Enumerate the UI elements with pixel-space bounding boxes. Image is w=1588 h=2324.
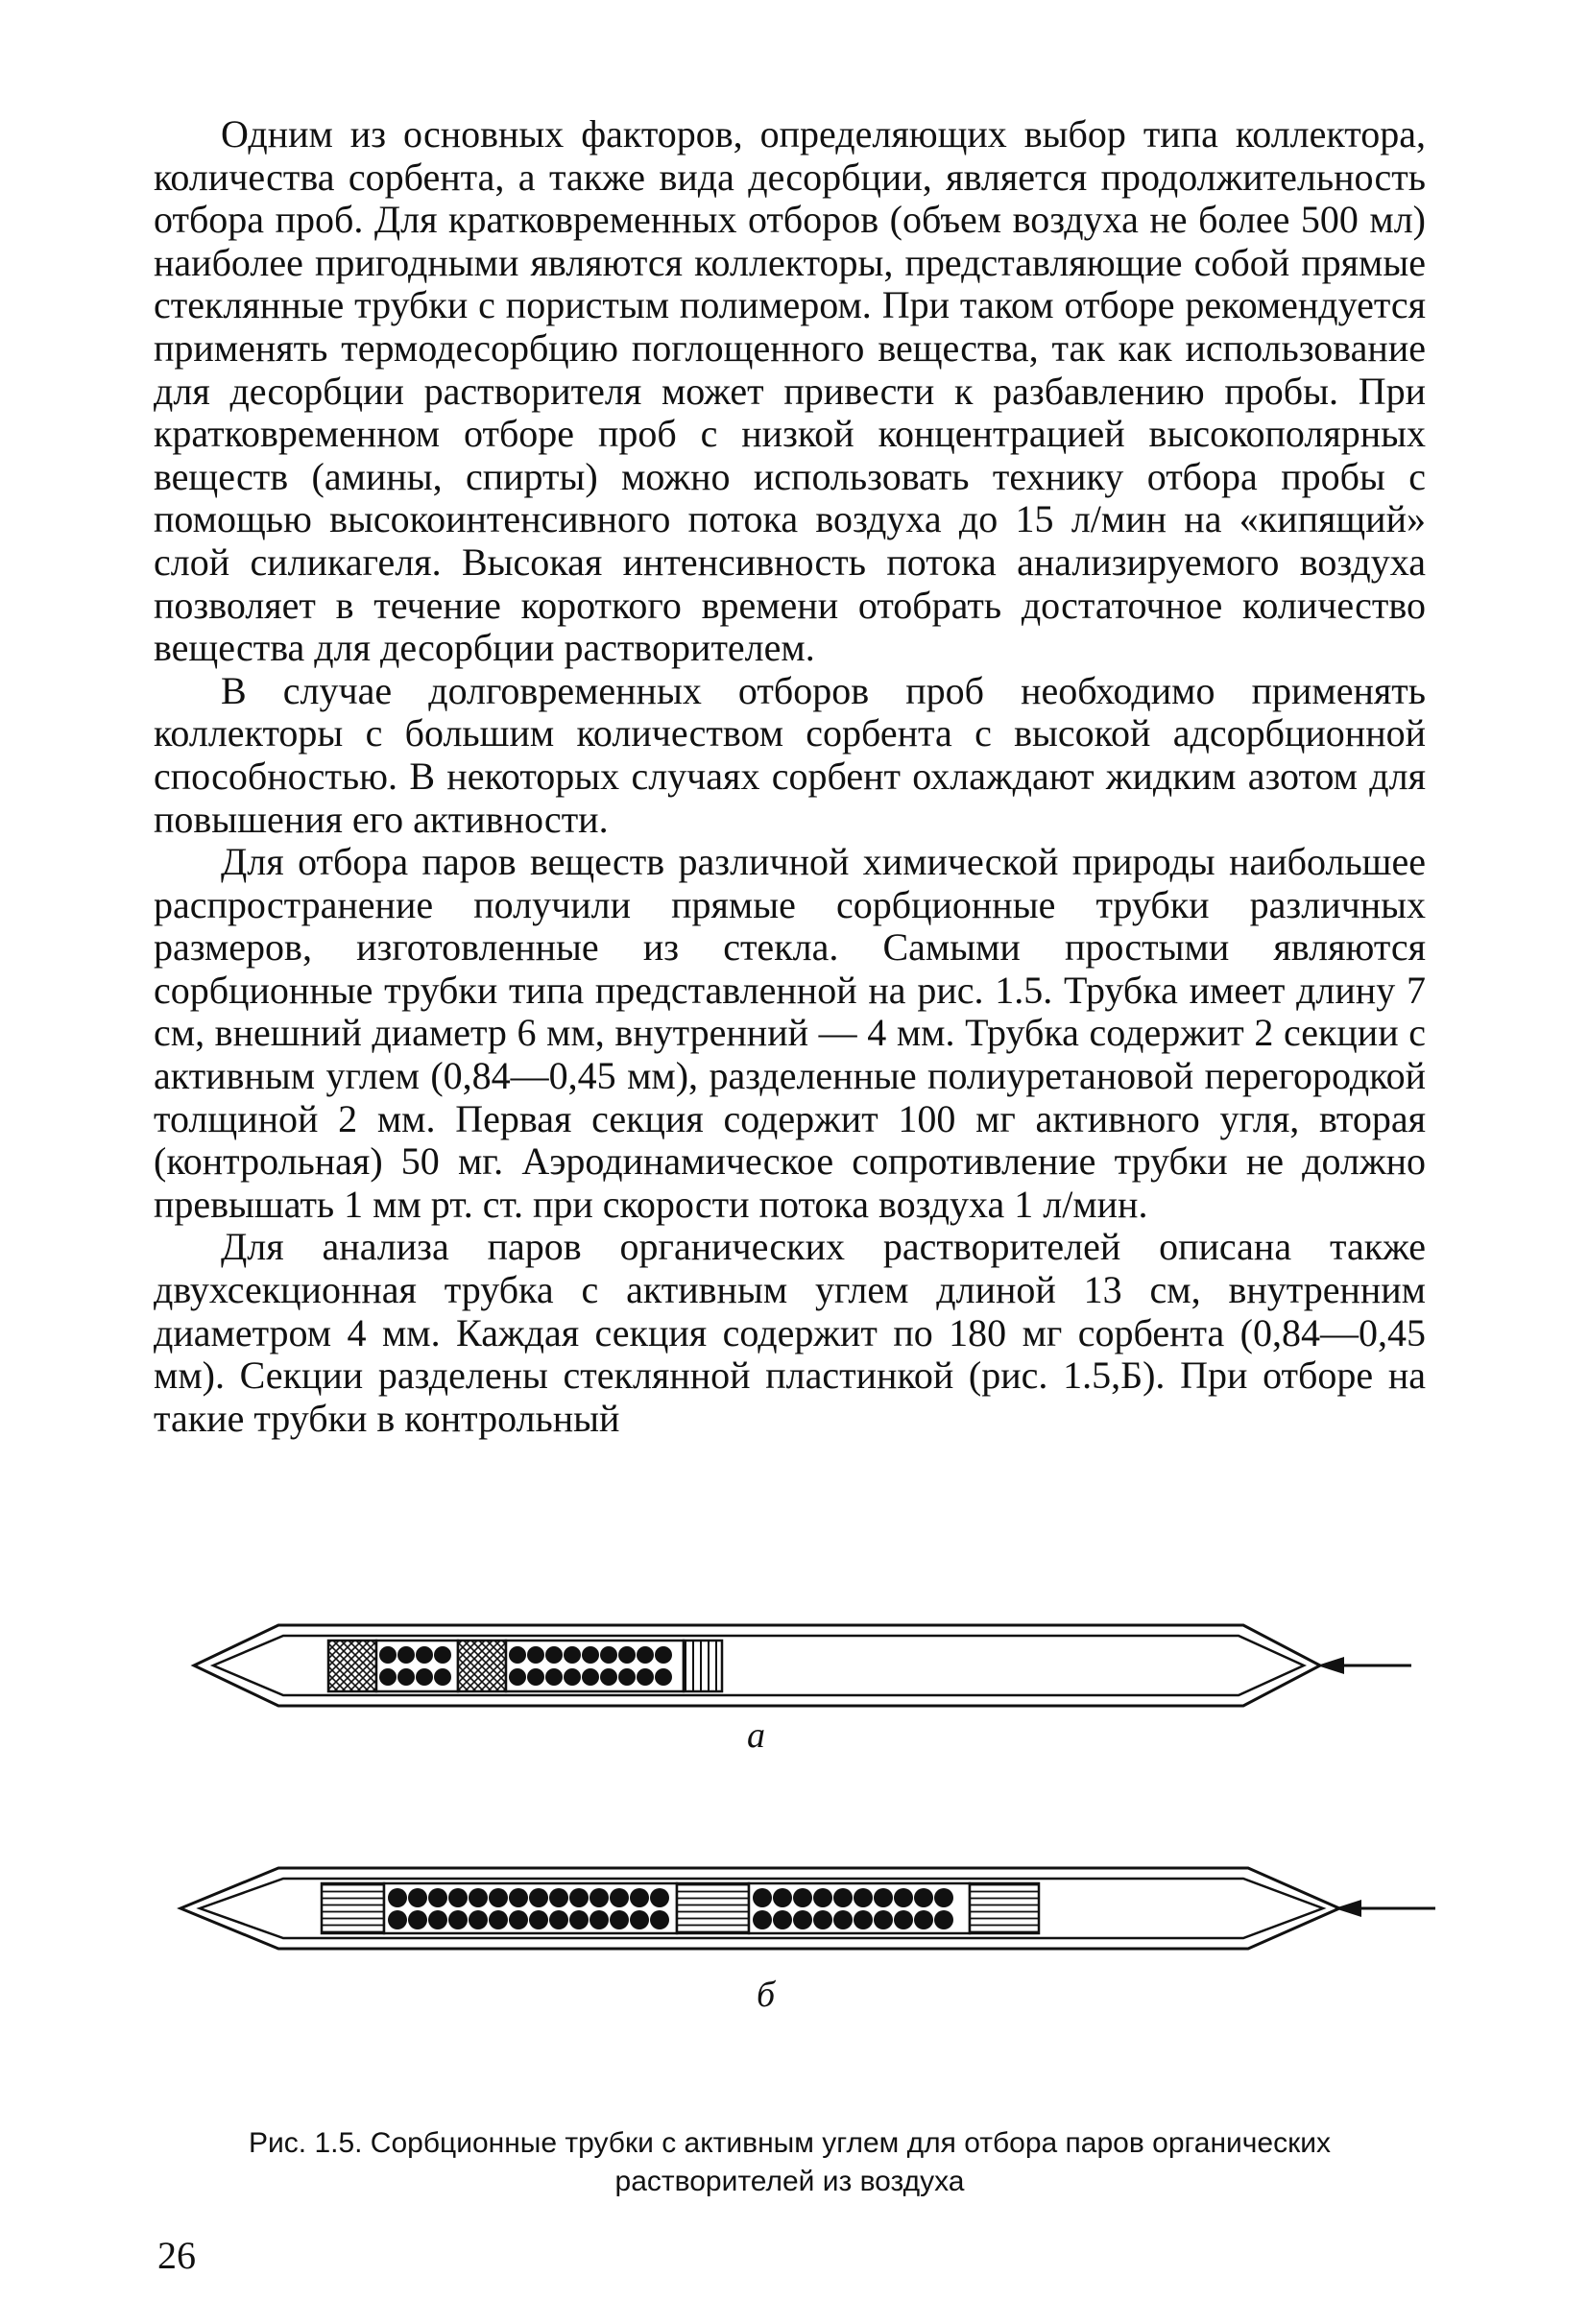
- tube-b-carbon-section-2: [749, 1883, 970, 1933]
- tubes-illustration: [144, 1613, 1450, 2112]
- page-number: 26: [157, 2234, 196, 2277]
- tube-a-carbon-section-2: [506, 1641, 684, 1691]
- tube-a-flow-arrow: [1317, 1657, 1411, 1674]
- tube-a-foam-plug: [684, 1641, 722, 1691]
- tube-a-carbon-section-1: [376, 1641, 458, 1691]
- paragraph-2: В случае долговременных отборов проб необходимо применять коллекторы с большим количеством сорбента с высокой адсорбционной способностью. В некоторых случаях сорбент охлаждают жидким азотом для повышения его активности.: [154, 668, 1426, 841]
- paragraph-3: Для отбора паров веществ различной химической природы наибольшее распространение получили прямые сорбционные трубки различных размеров, изготовленные из стекла. Самыми простыми являются сорбционные трубки типа представленной на рис. 1.5. Трубка имеет длину 7 см, внешний диаметр 6 мм, внутренний — 4 мм. Трубка содержит 2 секции с активным углем (0,84—0,45 мм), разделенные полиуретановой перегородкой толщиной 2 мм. Первая секция содержит 100 мг активного угля, вторая (контрольная) 50 мг. Аэродинамическое сопротивление трубки не должно превышать 1 мм рт. ст. при скорости потока воздуха 1 л/мин.: [154, 840, 1426, 1226]
- tube-a-plug-2: [458, 1641, 506, 1691]
- figure-sorption-tubes: [144, 1613, 1450, 2112]
- tube-b-plug-3: [970, 1883, 1039, 1933]
- paragraph-1: Одним из основных факторов, определяющих выбор типа коллектора, количества сорбента, а также вида десорбции, является продолжительность отбора проб. Для кратковременных отборов (объем воздуха не более 500 мл) наиболее пригодными являются коллекторы, представляющие собой прямые стеклянные трубки с пористым полимером. При таком отборе рекомендуется применять термодесорбцию поглощенного вещества, так как использование для десорбции растворителя может привести к разбавлению пробы. При кратковременном отборе проб с низкой концентрацией высокополярных веществ (амины, спирты) можно использовать технику отбора пробы с помощью высокоинтенсивного потока воздуха до 15 л/мин на «кипящий» слой силикагеля. Высокая интенсивность потока анализируемого воздуха позволяет в течение короткого времени отобрать достаточное количество вещества для десорбции растворителем.: [154, 112, 1426, 670]
- tube-b-carbon-section-1: [384, 1883, 677, 1933]
- label-a: а: [747, 1715, 765, 1756]
- tube-b-plug-2: [677, 1883, 749, 1933]
- tube-b: [180, 1868, 1435, 1949]
- label-b: б: [757, 1975, 776, 2015]
- tube-a-plug-1: [328, 1641, 376, 1691]
- figure-caption: Рис. 1.5. Сорбционные трубки с активным углем для отбора паров органических растворителей из воздуха: [249, 2127, 1331, 2197]
- tube-b-flow-arrow: [1335, 1900, 1435, 1917]
- body-text: [154, 113, 1426, 1440]
- paragraph-4: Для анализа паров органических растворителей описана также двухсекционная трубка с активным углем длиной 13 см, внутренним диаметром 4 мм. Каждая секция содержит по 180 мг сорбента (0,84—0,45 мм). Секции разделены стеклянной пластинкой (рис. 1.5,Б). При отборе на такие трубки в контрольный: [154, 1225, 1426, 1440]
- tube-b-plug-1: [322, 1883, 384, 1933]
- tube-a: [194, 1625, 1411, 1706]
